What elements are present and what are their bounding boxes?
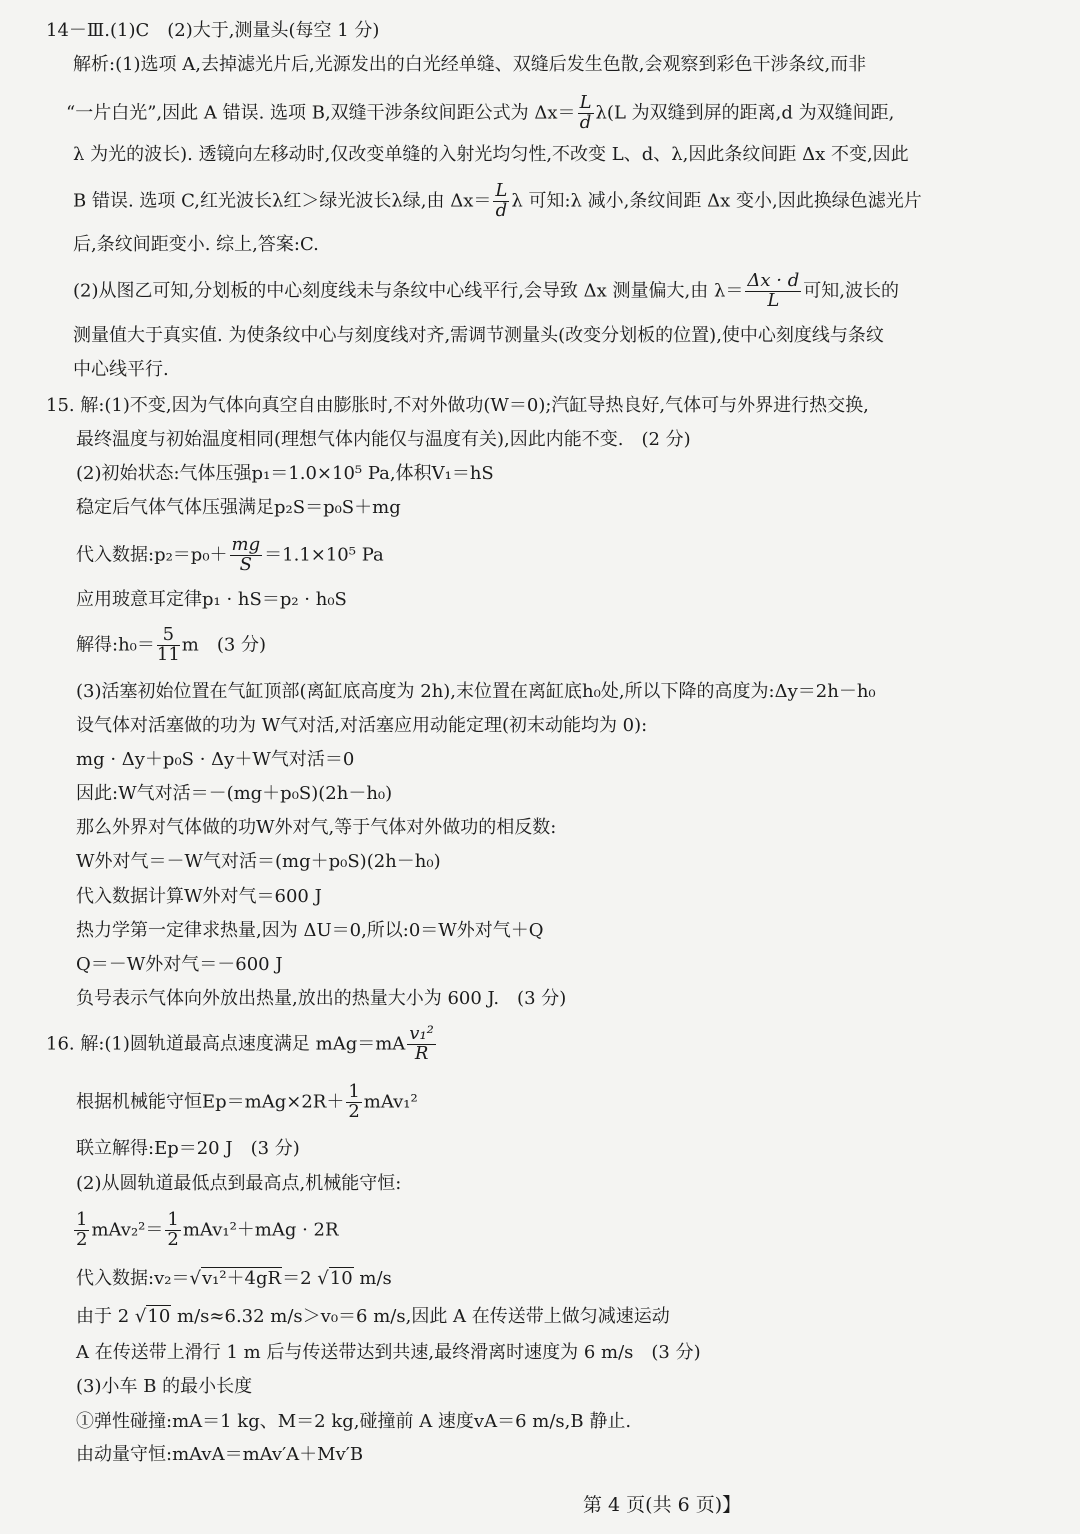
fraction-L-over-d-2: $\frac{L}{d}$ <box>495 180 508 221</box>
q16-line-7: 由于 2 √10 m/s≈6.32 m/s＞v₀＝6 m/s,因此 A 在传送带上做匀减速运动 <box>76 1306 670 1327</box>
q14-line-3: λ 为光的波长). 透镜向左移动时,仅改变单缝的入射光均匀性,不改变 L、d、λ,因此条纹间距 Δx 不变,因此 <box>73 144 909 165</box>
q16-line-10: ①弹性碰撞:mA＝1 kg、M＝2 kg,碰撞前 A 速度vA＝6 m/s,B 静止. <box>76 1411 632 1432</box>
q15-line-1: 15. 解:(1)不变,因为气体向真空自由膨胀时,不对外做功(W＝0);汽缸导热良好,气体可与外界进行热交换, <box>46 395 869 416</box>
fraction-one-half-3: $\frac{1}{2}$ <box>167 1209 179 1250</box>
q14-line-6: (2)从图乙可知,分划板的中心刻度线未与条纹中心线平行,会导致 Δx 测量偏大,由 λ＝ $\frac{\Delta x \cdot d}{L}$ 可知,波长的 <box>73 270 899 311</box>
q16-line-1: 16. 解:(1)圆轨道最高点速度满足 mAg＝mA $\frac{\text{v₁²}}{R}$ <box>46 1023 434 1064</box>
q15-line-7: 解得:h₀＝ $\frac{5}{11}$ m (3 分) <box>76 624 267 665</box>
q14-line-2: “一片白光”,因此 A 错误. 选项 B,双缝干涉条纹间距公式为 Δx＝ $\frac{L}{d}$ λ(L 为双缝到屏的距离,d 为双缝间距, <box>66 92 895 133</box>
q16-line-5: $\frac{1}{2}$ mAv₂²＝ $\frac{1}{2}$ mAv₁²＋mAg · 2R <box>76 1209 339 1250</box>
q15-line-8: (3)活塞初始位置在气缸顶部(离缸底高度为 2h),末位置在离缸底h₀处,所以下降的高度为:Δy＝2h－h₀ <box>76 681 876 702</box>
q15-line-6: 应用玻意耳定律p₁ · hS＝p₂ · h₀S <box>76 589 347 610</box>
q14-line-8: 中心线平行. <box>73 359 169 380</box>
page-number-footer: 第 4 页(共 6 页)】 <box>583 1494 742 1516</box>
q16-line-9: (3)小车 B 的最小长度 <box>76 1376 253 1397</box>
q15-line-15: 热力学第一定律求热量,因为 ΔU＝0,所以:0＝W外对气＋Q <box>76 920 544 941</box>
q14-header: 14－Ⅲ.(1)C (2)大于,测量头(每空 1 分) <box>46 20 380 41</box>
q16-line-11: 由动量守恒:mAvA＝mAv′A＋Mv′B <box>76 1444 364 1465</box>
sqrt-sign-2: √ <box>317 1268 329 1289</box>
q15-line-9: 设气体对活塞做的功为 W气对活,对活塞应用动能定理(初末动能均为 0): <box>76 715 648 736</box>
q14-line-4: B 错误. 选项 C,红光波长λ红＞绿光波长λ绿,由 Δx＝ $\frac{L}{d}$ λ 可知:λ 减小,条纹间距 Δx 变小,因此换绿色滤光片 <box>73 180 922 221</box>
fraction-5-over-11: $\frac{5}{11}$ <box>156 624 180 665</box>
q14-line-7: 测量值大于真实值. 为使条纹中心与刻度线对齐,需调节测量头(改变分划板的位置),使中心刻度线与条纹 <box>73 325 884 346</box>
q15-line-10: mg · Δy＋p₀S · Δy＋W气对活＝0 <box>76 749 355 770</box>
q14-line-5: 后,条纹间距变小. 综上,答案:C. <box>73 234 319 255</box>
fraction-mg-over-S: $\frac{mg}{S}$ <box>231 534 261 575</box>
q16-line-8: A 在传送带上滑行 1 m 后与传送带达到共速,最终滑离时速度为 6 m/s (3 分) <box>76 1342 701 1363</box>
q15-line-17: 负号表示气体向外放出热量,放出的热量大小为 600 J. (3 分) <box>76 988 567 1009</box>
fraction-L-over-d: $\frac{L}{d}$ <box>579 92 592 133</box>
q15-line-2: 最终温度与初始温度相同(理想气体内能仅与温度有关),因此内能不变. (2 分) <box>76 429 691 450</box>
q15-line-14: 代入数据计算W外对气＝600 J <box>76 886 322 907</box>
q15-line-11: 因此:W气对活＝－(mg＋p₀S)(2h－h₀) <box>76 783 393 804</box>
q15-line-16: Q＝－W外对气＝－600 J <box>76 954 283 975</box>
q14-line-1: 解析:(1)选项 A,去掉滤光片后,光源发出的白光经单缝、双缝后发生色散,会观察到彩色干涉条纹,而非 <box>73 54 867 75</box>
fraction-v1-squared-over-R: $\frac{\text{v₁²}}{R}$ <box>409 1023 434 1064</box>
q16-line-4: (2)从圆轨道最低点到最高点,机械能守恒: <box>76 1173 402 1194</box>
sqrt-sign: √ <box>189 1268 201 1289</box>
q15-line-3: (2)初始状态:气体压强p₁＝1.0×10⁵ Pa,体积V₁＝hS <box>76 463 494 484</box>
q15-line-12: 那么外界对气体做的功W外对气,等于气体对外做功的相反数: <box>76 817 557 838</box>
fraction-one-half: $\frac{1}{2}$ <box>348 1081 360 1122</box>
q15-line-5: 代入数据:p₂＝p₀＋ $\frac{mg}{S}$ ＝1.1×10⁵ Pa <box>76 534 384 575</box>
q16-line-3: 联立解得:Ep＝20 J (3 分) <box>76 1138 300 1159</box>
fraction-dx-d-over-L: $\frac{\Delta x \cdot d}{L}$ <box>747 270 800 311</box>
q15-line-4: 稳定后气体气体压强满足p₂S＝p₀S＋mg <box>76 497 401 518</box>
q16-line-6: 代入数据:v₂＝√v₁²＋4gR＝2 √10 m/s <box>76 1268 392 1289</box>
q15-line-13: W外对气＝－W气对活＝(mg＋p₀S)(2h－h₀) <box>76 851 441 872</box>
sqrt-sign-3: √ <box>134 1306 147 1327</box>
fraction-one-half-2: $\frac{1}{2}$ <box>76 1209 88 1250</box>
q16-line-2: 根据机械能守恒Ep＝mAg×2R＋ $\frac{1}{2}$ mAv₁² <box>76 1081 418 1122</box>
